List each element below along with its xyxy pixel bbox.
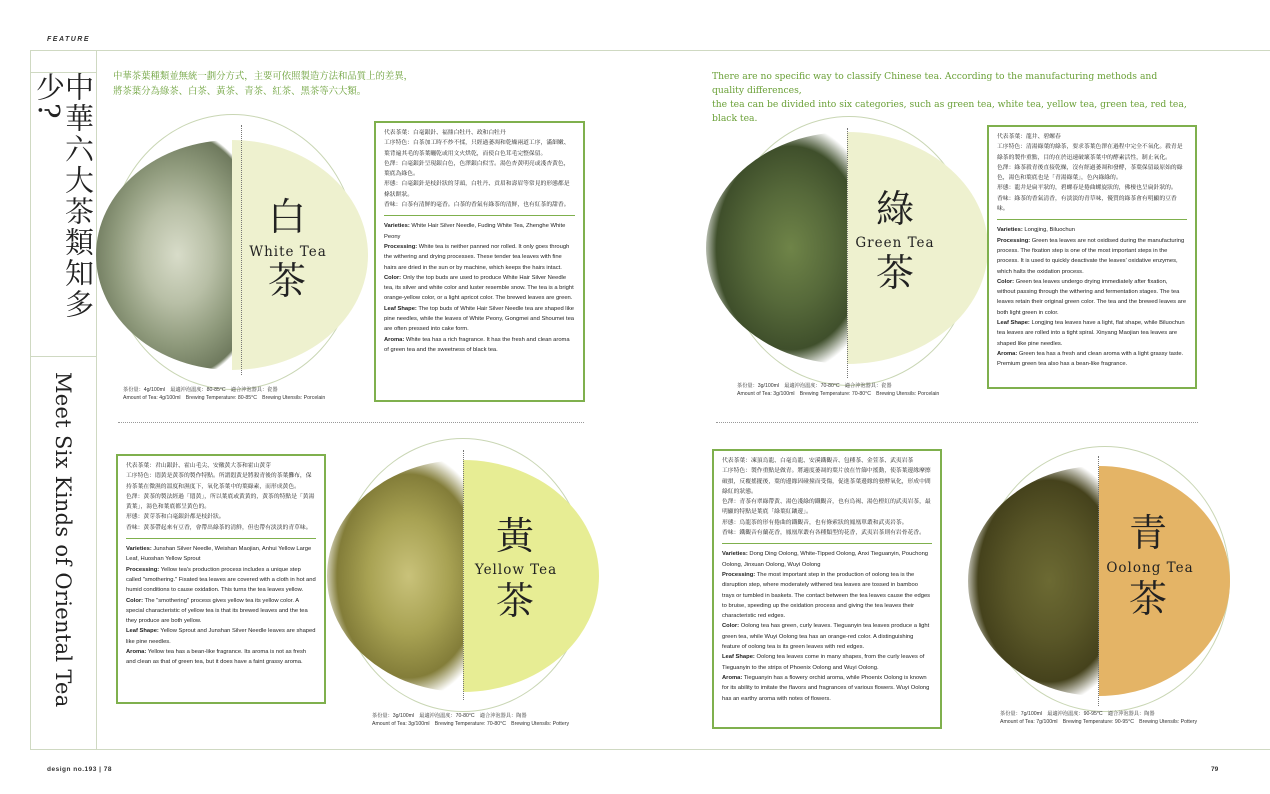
green-tea-info-zh: 代表茶葉：龍井、碧螺春 工序特色：清湯綠葉的綠茶，要求茶葉色澤在過程中完全不氧化。殺青是綠茶的製作重點，目的在於迅速破壞茶葉中的酵素活性，制止氧化。 色澤：綠茶殺青後直接乾燥，沒有經過萎凋和發酵，茶葉保留最原始的綠色，湯色和葉底也是「青湯綠葉」，色內綠綠的。 形態：龍井是扁平狀的，碧螺春是捲曲螺旋狀的，佛棲也呈扁針狀的。 香味：綠茶的香氣清香，有淡淡的青草味，優質的綠茶會有明顯的豆香味。 (997, 132, 1187, 220)
green-tea-caption: 茶份量：3g/100ml 最適沖泡溫度：70-80°C 適合沖泡器具：瓷器 Amount of Tea: 3g/100ml Brewing Temperature: 70-80°C Brewing Utensils: Porcelain (737, 383, 940, 397)
yellow-tea-divider (463, 450, 464, 700)
oolong-tea-info-en: Varieties: Dong Ding Oolong, White-Tipped Oolong, Anxi Tieguanyin, Pouchong Oolong, Jinxuan Oolong, Wuyi Oolong Processing: The most important step in the production of oolong tea is the disruption step, where moderately withered tea leaves are tossed in bamboo trays or tumbled in baskets. The contact between the tea leaves cause the edges to bruise, speeding up the oxidation process and giving the tea leaves their characteristic red edges. Color: Oolong tea has green, curly leaves. Tieguanyin tea leaves produce a light green tea, while Wuyi Oolong tea has an orange-red color. A distinguishing feature of oolong tea is its green leaves with red edges. Leaf Shape: Oolong tea leaves come in many shapes, from the curly leaves of Tieguanyin to the strips of Phoenix Oolong and Wuyi Oolong. Aroma: Tieguanyin has a flowery orchid aroma, while Phoenix Oolong is known for its ability to imitate the flavors and fragrances of various flowers. Wuyi Oolong has an earthy aroma with notes of flowers. (722, 551, 931, 702)
yellow-tea-infobox (116, 454, 326, 704)
page-title-zh: 中華六大茶類知多少? (32, 72, 95, 320)
oolong-tea-leaf-image (968, 466, 1099, 696)
oolong-tea-info-zh: 代表茶葉：凍頂烏龍、白毫烏龍、安溪鐵觀音、包種茶、金萱茶、武夷岩茶 工序特色：製作重點是做青。將適度萎凋的葉片放在竹篩中搖動，使茶葉邊緣摩擦破損，反覆搖擺後，葉的邊緣因碰撞而受傷，促進茶葉邊緣的發酵氧化，形成中間綠紅的狀態。 色澤：青茶有翠綠帶黃、湯色淺綠的鐵觀音，也有烏褐、湯色橙紅的武夷岩茶，最明顯的特點是葉底「綠葉紅鑲邊」。 形態：烏龍茶的形有捲曲的鐵觀音，也有條索狀的鳳凰單叢和武夷岩茶。 香味：鐵觀音有蘭花香，鳳凰單叢有各種類型的花香，武夷岩茶則有岩骨花香。 (722, 456, 932, 544)
white-tea-zh-bottom: 茶 (267, 259, 306, 303)
white-tea-infobox (374, 121, 585, 402)
oolong-tea-en-name: Oolong Tea (1106, 560, 1194, 576)
green-tea-zh-bottom: 茶 (875, 251, 914, 295)
oolong-tea-zh-bottom: 茶 (1128, 577, 1167, 621)
white-tea-info-en: Varieties: White Hair Silver Needle, Fuding White Tea, Zhenghe White Peony Processing: White tea is neither panned nor rolled. It only goes through the withering and drying processes. These tender tea leaves with fine hairs are dried in the sun or by machine, which keeps the hairs intact. Color: Only the top buds are used to produce White Hair Silver Needle tea, its silver and white color and luster resemble snow. The tea is a bright orange-yellow color, or a light apricot color. The brewed leaves are green. Leaf Shape: The top buds of White Hair Silver Needle tea are shaped like pine needles, while the leaves of White Peony, Gongmei and Shoumei tea are often pressed into cake form. Aroma: White tea has a rich fragrance. It has the fresh and clean aroma of green tea and the sweetness of black tea. (384, 223, 575, 353)
title-column-mid-rule (30, 356, 96, 357)
green-tea-divider (847, 128, 848, 378)
section-label: FEATURE (47, 36, 91, 43)
yellow-tea-info-zh: 代表茶葉：君山銀針、霍山毛尖、安徽黃大茶和霍山黃芽 工序特色：悶黃是黃茶的製作特點。所謂悶黃是將殺青後的茶葉攤布，保持茶葉在微濕的溫度和濕度下，氧化茶葉中的葉綠素，而形成黃色。 色澤：黃茶的製法經過「悶黃」，所以葉底或黃黃的，黃茶的特點是「黃湯黃葉」，湯色和葉底都呈黃色的。 形態：黃芽茶和白毫銀針都是枝針狀。 香味：黃茶帶起來有豆香，會帶出綠茶的清鮮，但也帶有淡淡的青草味。 (126, 461, 316, 539)
green-tea-leaf-image (706, 132, 847, 364)
top-rule (30, 50, 1270, 51)
yellow-tea-zh-bottom: 茶 (495, 579, 534, 623)
green-tea-info-en: Varieties: Longjing, Biluochun Processing: Green tea leaves are not oxidised during the manufacturing process. The fixation step is one of the most important steps in the process. It is used to quickly deactivate the leaves' oxidative enzymes, which halts the oxidation process. Color: Green tea leaves undergo drying immediately after fixation, without passing through the withering and fermentation stages. The tea leaves retain their original green color. The tea and the brewed leaves are both light green in color. Leaf Shape: Longjing tea leaves have a light, flat shape, while Biluochun tea leaves are rolled into a tight spiral. Xinyang Maojian tea leaves are shaped like pine needles. Aroma: Green tea has a fresh and clean aroma with a light grassy taste. Premium green tea also has a bean-like fragrance. (997, 227, 1187, 368)
right-page-separator (716, 422, 1198, 423)
white-tea-caption: 茶份量：4g/100ml 最適沖泡溫度：80-85°C 適合沖泡器具：瓷器 Amount of Tea: 4g/100ml Brewing Temperature: 80-85°C Brewing Utensils: Porcelain (123, 387, 326, 401)
white-tea-info-zh: 代表茶葉：白毫銀針、福鼎白牡丹、政和白牡丹 工序特色：白茶加工時不炒不揉，只經過萎凋和乾燥兩道工序，滿細嫩、葉背遍其毛的茶葉曬乾或用文火烘乾，而使白色茸毛完整保留。 色澤：白毫銀針呈現銀白色，色澤銀白似雪。湯色杏黃明亮或淺杏黃色，葉底為綠色。 形態：白毫銀針是枝針狀的芽頭，白牡丹、貢眉和壽眉等常見的形態都是條狀餅狀。 香味：白茶有清鮮的毫香。白茶的香氣有綠茶的清鮮，也有紅茶的甜香。 (384, 128, 575, 216)
green-tea-infobox (987, 125, 1197, 389)
intro-en: There are no specific way to classify Chinese tea. According to the manufacturing methods and quality differences, the tea can be divided into six categories, such as green tea, white tea, yellow tea, green tea, red tea, black tea. (712, 71, 1187, 124)
yellow-tea-en-name: Yellow Tea (474, 562, 558, 578)
page-title-en: Meet Six Kinds of Oriental Tea (51, 372, 75, 708)
white-tea-leaf-image (96, 140, 232, 370)
white-tea-zh-top: 白 (267, 195, 306, 239)
oolong-tea-zh-top: 青 (1128, 511, 1167, 555)
oolong-tea-caption: 茶份量：7g/100ml 最適沖泡溫度：90-95°C 適合沖泡器具：陶器 Amount of Tea: 7g/100ml Brewing Temperature: 90-95°C Brewing Utensils: Pottery (1000, 711, 1198, 725)
white-tea-en-name: White Tea (249, 244, 327, 260)
oolong-tea-divider (1098, 456, 1099, 706)
yellow-tea-info-en: Varieties: Junshan Silver Needle, Weishan Maojian, Anhui Yellow Large Leaf, Huoshan Yellow Sprout Processing: Yellow tea's production process includes a unique step called "smothering." Fixated tea leaves are covered with a cloth in hot and humid conditions to cause oxidation. This turns the tea leaves yellow. Color: The "smothering" process gives yellow tea its yellow color. A special characteristic of yellow tea is that its brewed leaves and the tea they produce are both yellow. Leaf Shape: Yellow Sprout and Junshan Silver Needle leaves are shaped like pine needles. Aroma: Yellow tea has a bean-like fragrance. Its aroma is not as fresh and clean as that of green tea, but it does have a faint grassy aroma. (126, 546, 316, 666)
oolong-tea-infobox (712, 449, 942, 729)
oolong-tea-graphic (968, 466, 1230, 696)
footer-page-right: 79 (1211, 766, 1219, 773)
footer-page-left: design no.193 | 78 (47, 766, 113, 773)
yellow-tea-caption: 茶份量：3g/100ml 最適沖泡溫度：70-80°C 適合沖泡器具：陶器 Amount of Tea: 3g/100ml Brewing Temperature: 70-80°C Brewing Utensils: Pottery (372, 713, 570, 727)
yellow-tea-leaf-image (327, 460, 463, 692)
green-tea-zh-top: 綠 (875, 187, 914, 231)
bottom-rule (30, 749, 1270, 750)
left-page-separator (118, 422, 584, 423)
intro-zh: 中華茶葉種類並無統一劃分方式，主要可依照製造方法和品質上的差異， 將茶葉分為綠茶、白茶、黃茶、青茶、紅茶、黑茶等六大類。 (113, 70, 414, 96)
green-tea-en-name: Green Tea (855, 235, 935, 251)
yellow-tea-zh-top: 黃 (495, 514, 534, 558)
